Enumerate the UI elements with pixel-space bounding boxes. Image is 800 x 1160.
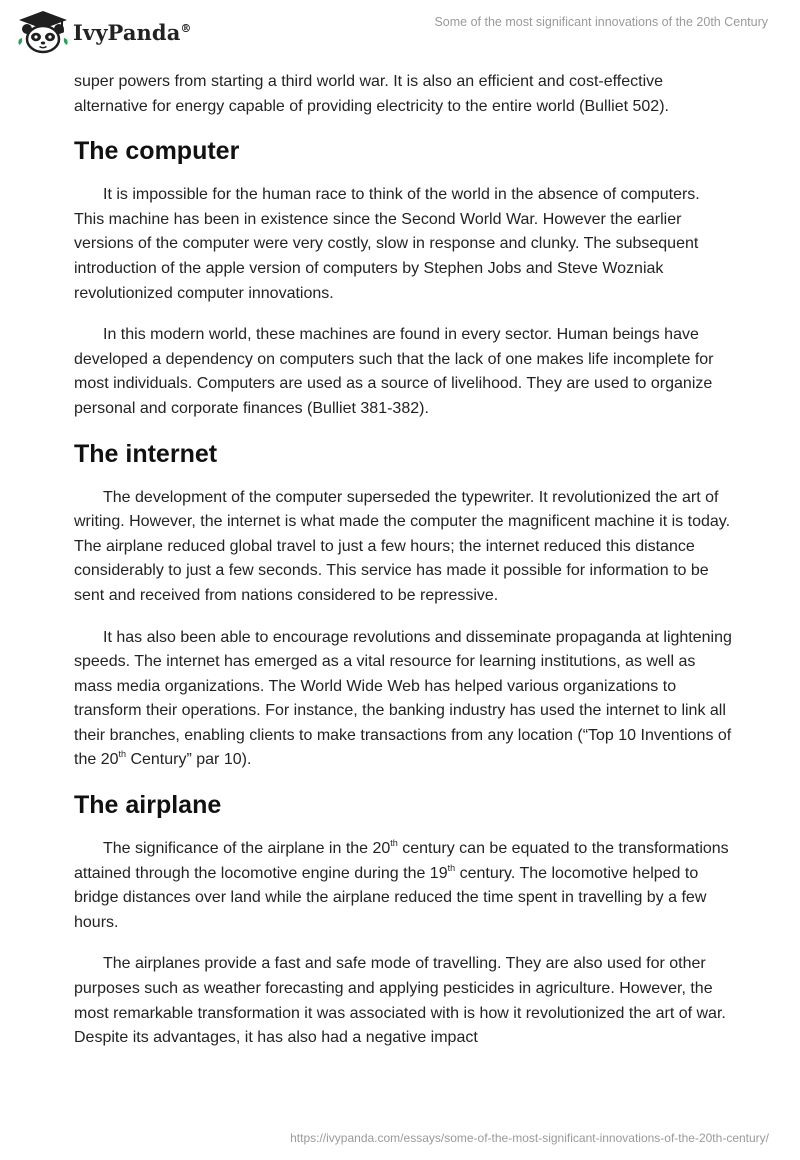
essay-body	[74, 70, 734, 1068]
brand-name: IvyPanda®	[73, 19, 192, 45]
airplane-p1-text-a: The significance of the airplane in the 20	[103, 840, 391, 858]
airplane-paragraph-1	[74, 837, 734, 935]
internet-paragraph-1: The development of the computer superseded the typewriter. It revolutionized the art of writing. However, the internet is what made the computer the magnificent machine it is today. The airplane reduced global travel to just a few hours; the internet reduced this distance considerably to just a few seconds. This service has made it possible for information to be sent and received from nations considered to be repressive.	[74, 488, 731, 604]
airplane-paragraph-2: The airplanes provide a fast and safe mode of travelling. They are also used for other purposes such as weather forecasting and applying pesticides in agriculture. However, the most remarkable transformation it was associated with is how it revolutionized the art of war. Despite its advantages, it has also had a negative impact	[74, 955, 726, 1047]
internet-paragraph-2	[74, 626, 734, 774]
ordinal-suffix: th	[118, 749, 126, 760]
ordinal-suffix: th	[447, 862, 456, 873]
document-title: Some of the most significant innovations of the 20th Century	[434, 15, 768, 29]
internet-p2-text-b: Century” par 10).	[126, 751, 252, 769]
section-heading-airplane: The airplane	[74, 791, 222, 820]
ordinal-suffix: th	[390, 838, 398, 849]
airplane-p1-text-c: century. The locomotive helped to bridge distances over land while the airplane reduced the time spent in travelling by a few hours.	[74, 864, 707, 931]
internet-p2-text-a: It has also been able to encourage revolutions and disseminate propaganda at lightening speeds. The internet has emerged as a vital resource for learning institutions, as well as mass media organizations. The World Wide Web has helped various organizations to transform their operations. For instance, the banking industry has used the internet to link all their branches, enabling clients to make transactions from any location (“Top 10 Inventions of the 20	[74, 628, 732, 769]
brand-logo[interactable]	[15, 9, 192, 55]
computer-paragraph-2: In this modern world, these machines are found in every sector. Human beings have developed a dependency on computers such that the lack of one makes life incomplete for most individuals. Computers are used as a source of livelihood. They are used to organize personal and corporate finances (Bulliet 381-382).	[74, 326, 714, 417]
page-header	[0, 0, 800, 60]
panda-graduate-icon	[15, 9, 71, 55]
intro-paragraph-continued: super powers from starting a third world war. It is also an efficient and cost-effective alternative for energy capable of providing electricity to the entire world (Bulliet 502).	[74, 73, 669, 115]
section-heading-computer: The computer	[74, 137, 240, 166]
computer-paragraph-1: It is impossible for the human race to think of the world in the absence of computers. This machine has been in existence since the Second World War. However the earlier versions of the computer were very costly, slow in response and clunky. The subsequent introduction of the apple version of computers by Stephen Jobs and Steve Wozniak revolutionized computer innovations.	[74, 186, 700, 302]
section-heading-internet: The internet	[74, 439, 218, 468]
source-url[interactable]: https://ivypanda.com/essays/some-of-the-most-significant-innovations-of-the-20th-century/	[290, 1131, 769, 1145]
airplane-p1-text-b: century can be equated to the transformations attained through the locomotive engine during the 19	[74, 840, 729, 882]
